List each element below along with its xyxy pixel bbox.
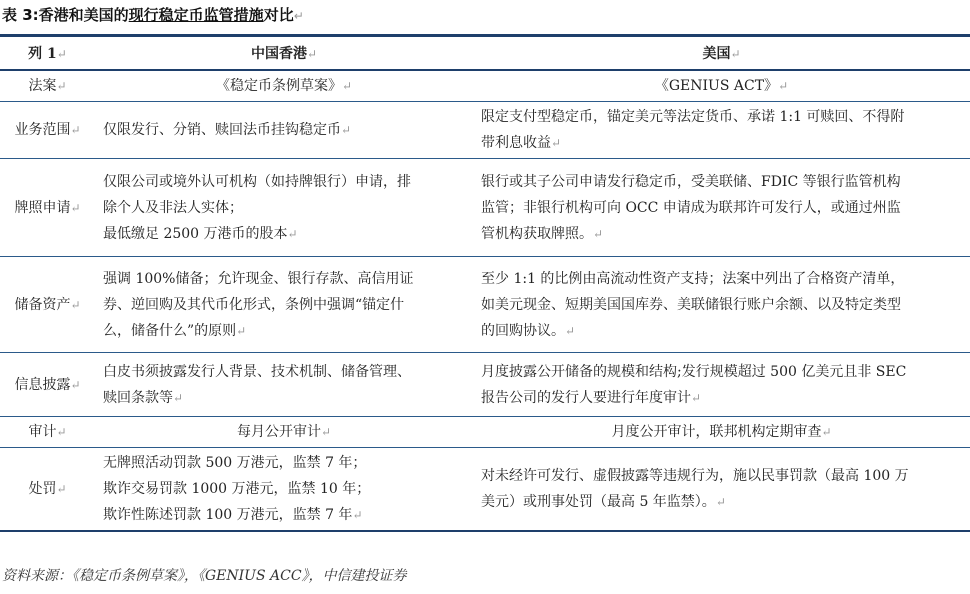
table-row	[0, 159, 970, 257]
cell-hong-kong	[95, 159, 473, 257]
cell-line: 券、逆回购及其代币化形式，条例中强调“锚定什	[103, 296, 405, 313]
cell-line: 管机构获取牌照。↵	[481, 225, 604, 242]
cell-line: 赎回条款等↵	[103, 389, 184, 406]
table-row	[0, 257, 970, 353]
cell-line: 报告公司的发行人要进行年度审计↵	[481, 389, 702, 406]
cell-line: 除个人及非法人实体；	[103, 199, 243, 216]
cell-line: 欺诈性陈述罚款 100 万港元，监禁 7 年↵	[103, 507, 363, 523]
cell-usa	[473, 417, 970, 448]
cell-line: 带利息收益↵	[481, 135, 562, 151]
cell-line: 监管；非银行机构可向 OCC 申请成为联邦许可发行人，或通过州监	[481, 199, 901, 216]
table-header-row	[0, 36, 970, 71]
row-label: 审计↵	[0, 417, 95, 448]
row-label: 储备资产↵	[0, 257, 95, 353]
cell-line: 欺诈交易罚款 1000 万港元，监禁 10 年；	[103, 481, 371, 497]
cell-line: 仅限发行、分销、赎回法币挂钩稳定币↵	[103, 122, 352, 138]
cell-line: 的回购协议。↵	[481, 322, 576, 339]
table-row	[0, 417, 970, 448]
cell-usa	[473, 159, 970, 257]
cell-line: 仅限公司或境外认可机构（如持牌银行）申请，排	[103, 173, 411, 190]
row-label: 信息披露↵	[0, 353, 95, 417]
cell-hong-kong	[95, 257, 473, 353]
cell-usa	[473, 448, 970, 532]
cell-line: 最低缴足 2500 万港币的股本↵	[103, 225, 298, 242]
cell-line: 每月公开审计↵	[236, 424, 332, 440]
header-hong-kong: 中国香港↵	[95, 36, 473, 71]
row-label: 业务范围↵	[0, 102, 95, 159]
cell-line: 《稳定币条例草案》↵	[215, 78, 353, 94]
cell-line: 如美元现金、短期美国国库券、美联储银行账户余额、以及特定类型	[481, 296, 901, 313]
table-row	[0, 70, 970, 102]
row-label: 牌照申请↵	[0, 159, 95, 257]
source-note: 资料来源：《稳定币条例草案》，《GENIUS ACC》，中信建投证券	[2, 568, 407, 584]
cell-line: 美元）或刑事处罚（最高 5 年监禁）。↵	[481, 494, 726, 510]
cell-hong-kong	[95, 102, 473, 159]
cell-line: 强调 100%储备；允许现金、银行存款、高信用证	[103, 270, 414, 287]
cell-hong-kong	[95, 417, 473, 448]
cell-line: 月度公开审计，联邦机构定期审查↵	[611, 424, 832, 440]
cell-line: 《GENIUS ACT》↵	[654, 78, 789, 94]
cell-line: 么，储备什么”的原则↵	[103, 322, 247, 339]
cell-usa	[473, 353, 970, 417]
cell-hong-kong	[95, 448, 473, 532]
cell-usa	[473, 257, 970, 353]
cell-line: 限定支付型稳定币，锚定美元等法定货币、承诺 1:1 可赎回、不得附	[481, 109, 905, 125]
cell-line: 无牌照活动罚款 500 万港元，监禁 7 年；	[103, 455, 367, 471]
row-label: 法案↵	[0, 70, 95, 102]
comparison-table	[0, 34, 970, 532]
row-label: 处罚↵	[0, 448, 95, 532]
cell-line: 白皮书须披露发行人背景、技术机制、储备管理、	[103, 363, 411, 380]
table-body	[0, 70, 970, 531]
header-col1: 列 1↵	[0, 36, 95, 71]
header-usa: 美国↵	[473, 36, 970, 71]
table-row	[0, 448, 970, 532]
cell-line: 对未经许可发行、虚假披露等违规行为，施以民事罚款（最高 100 万	[481, 468, 909, 484]
cell-hong-kong	[95, 70, 473, 102]
table-row	[0, 102, 970, 159]
cell-usa	[473, 102, 970, 159]
cell-line: 月度披露公开储备的规模和结构;发行规模超过 500 亿美元且非 SEC	[481, 363, 907, 380]
cell-line: 银行或其子公司申请发行稳定币，受美联储、FDIC 等银行监管机构	[481, 173, 901, 190]
cell-hong-kong	[95, 353, 473, 417]
cell-usa	[473, 70, 970, 102]
cell-line: 至少 1:1 的比例由高流动性资产支持；法案中列出了合格资产清单，	[481, 270, 905, 287]
table-title: 表 3:香港和美国的现行稳定币监管措施对比↵	[2, 6, 304, 24]
table-row	[0, 353, 970, 417]
